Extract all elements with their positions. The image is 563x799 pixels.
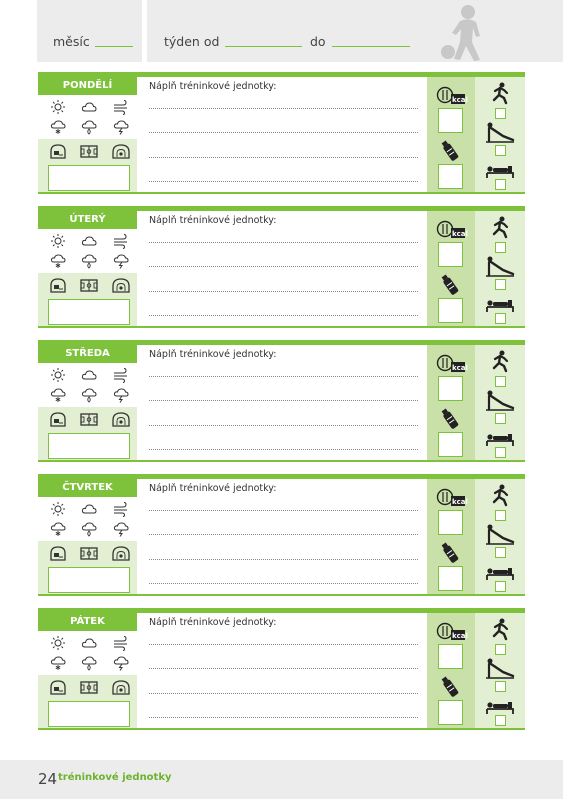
session-content xyxy=(137,479,427,594)
month-box xyxy=(37,0,142,62)
week-box xyxy=(147,0,563,62)
pitch-icon xyxy=(80,277,98,293)
writing-line[interactable] xyxy=(149,693,418,694)
day-block xyxy=(38,608,525,730)
writing-line[interactable] xyxy=(149,583,418,584)
cloud-icon xyxy=(81,99,97,115)
football-player-icon xyxy=(436,2,496,62)
stretching-checkbox[interactable] xyxy=(495,413,506,424)
activity-column xyxy=(475,613,525,728)
kcal-text: kcal xyxy=(452,96,468,104)
rain-icon xyxy=(81,119,97,135)
wind-icon xyxy=(113,99,129,115)
session-content-label: Náplň tréninkové jednotky: xyxy=(149,215,277,226)
cloud-icon xyxy=(81,635,97,651)
kcal-box[interactable] xyxy=(438,510,463,535)
day-conditions-column xyxy=(38,345,137,460)
stretching-icon xyxy=(486,255,514,277)
stretching-icon xyxy=(486,523,514,545)
kcal-text: kcal xyxy=(452,364,468,372)
running-checkbox[interactable] xyxy=(495,510,506,521)
dome-icon xyxy=(112,277,130,293)
nutrition-column xyxy=(427,211,475,326)
nutrition-column xyxy=(427,77,475,192)
day-note-box[interactable] xyxy=(48,701,130,727)
kcal-box[interactable] xyxy=(438,644,463,669)
cloud-icon xyxy=(81,501,97,517)
venue-icons xyxy=(38,542,137,564)
cloud-icon xyxy=(81,233,97,249)
writing-line[interactable] xyxy=(149,376,418,377)
writing-line[interactable] xyxy=(149,510,418,511)
page-header xyxy=(0,0,563,62)
storm-icon xyxy=(113,521,129,537)
running-checkbox[interactable] xyxy=(495,242,506,253)
running-icon xyxy=(489,82,511,104)
food-kcal-icon xyxy=(437,219,468,239)
day-block xyxy=(38,340,525,462)
stretching-checkbox[interactable] xyxy=(495,547,506,558)
writing-line[interactable] xyxy=(149,668,418,669)
water-bottle-icon xyxy=(439,407,461,431)
writing-line[interactable] xyxy=(149,425,418,426)
food-kcal-icon xyxy=(437,487,468,507)
session-content xyxy=(137,613,427,728)
day-note-box[interactable] xyxy=(48,433,130,459)
stretching-icon xyxy=(486,657,514,679)
running-icon xyxy=(489,618,511,640)
writing-line[interactable] xyxy=(149,400,418,401)
rest-checkbox[interactable] xyxy=(495,715,506,726)
food-kcal-icon xyxy=(437,85,468,105)
rest-icon xyxy=(485,565,515,581)
kcal-text: kcal xyxy=(452,632,468,640)
rest-checkbox[interactable] xyxy=(495,581,506,592)
day-bottom-bar xyxy=(38,326,525,328)
activity-column xyxy=(475,77,525,192)
water-box[interactable] xyxy=(438,164,463,189)
day-note-box[interactable] xyxy=(48,299,130,325)
session-content-label: Náplň tréninkové jednotky: xyxy=(149,349,277,360)
month-label: měsíc xyxy=(53,34,90,49)
sun-icon xyxy=(50,233,66,249)
dome-icon xyxy=(112,143,130,159)
running-checkbox[interactable] xyxy=(495,108,506,119)
snow-icon xyxy=(50,387,66,403)
page-footer xyxy=(0,760,563,799)
writing-line[interactable] xyxy=(149,157,418,158)
day-conditions-column xyxy=(38,613,137,728)
writing-line[interactable] xyxy=(149,644,418,645)
kcal-box[interactable] xyxy=(438,108,463,133)
day-conditions-column xyxy=(38,77,137,192)
nutrition-column xyxy=(427,613,475,728)
weather-icons xyxy=(38,631,137,675)
day-conditions-column xyxy=(38,211,137,326)
water-box[interactable] xyxy=(438,432,463,457)
rain-icon xyxy=(81,253,97,269)
running-icon xyxy=(489,350,511,372)
writing-line[interactable] xyxy=(149,132,418,133)
day-name: STŘEDA xyxy=(38,345,137,363)
writing-line[interactable] xyxy=(149,242,418,243)
venue-icons xyxy=(38,676,137,698)
dome-icon xyxy=(112,679,130,695)
indoor-icon xyxy=(49,679,67,695)
running-checkbox[interactable] xyxy=(495,376,506,387)
day-block xyxy=(38,72,525,194)
kcal-text: kcal xyxy=(452,498,468,506)
storm-icon xyxy=(113,119,129,135)
sun-icon xyxy=(50,99,66,115)
session-content-label: Náplň tréninkové jednotky: xyxy=(149,617,277,628)
day-conditions-column xyxy=(38,479,137,594)
week-from-label: týden od xyxy=(164,34,220,49)
kcal-box[interactable] xyxy=(438,376,463,401)
writing-line[interactable] xyxy=(149,291,418,292)
dome-icon xyxy=(112,411,130,427)
food-kcal-icon xyxy=(437,353,468,373)
stretching-icon xyxy=(486,389,514,411)
wind-icon xyxy=(113,501,129,517)
indoor-icon xyxy=(49,545,67,561)
indoor-icon xyxy=(49,143,67,159)
writing-line[interactable] xyxy=(149,315,418,316)
rest-icon xyxy=(485,699,515,715)
water-box[interactable] xyxy=(438,298,463,323)
day-note-box[interactable] xyxy=(48,567,130,593)
food-kcal-icon xyxy=(437,621,468,641)
water-box[interactable] xyxy=(438,566,463,591)
cloud-icon xyxy=(81,367,97,383)
writing-line[interactable] xyxy=(149,449,418,450)
rain-icon xyxy=(81,521,97,537)
session-content-label: Náplň tréninkové jednotky: xyxy=(149,81,277,92)
day-name: PÁTEK xyxy=(38,613,137,631)
stretching-checkbox[interactable] xyxy=(495,681,506,692)
writing-line[interactable] xyxy=(149,559,418,560)
activity-column xyxy=(475,345,525,460)
rest-checkbox[interactable] xyxy=(495,179,506,190)
snow-icon xyxy=(50,655,66,671)
day-bottom-bar xyxy=(38,594,525,596)
writing-line[interactable] xyxy=(149,717,418,718)
kcal-box[interactable] xyxy=(438,242,463,267)
stretching-icon xyxy=(486,121,514,143)
day-bottom-bar xyxy=(38,192,525,194)
running-icon xyxy=(489,484,511,506)
water-bottle-icon xyxy=(439,273,461,297)
venue-icons xyxy=(38,408,137,430)
session-content xyxy=(137,345,427,460)
weather-icons xyxy=(38,497,137,541)
writing-line[interactable] xyxy=(149,181,418,182)
session-content xyxy=(137,77,427,192)
week-from-field[interactable] xyxy=(225,46,302,47)
storm-icon xyxy=(113,655,129,671)
pitch-icon xyxy=(80,411,98,427)
footer-title: tréninkové jednotky xyxy=(58,772,172,783)
running-checkbox[interactable] xyxy=(495,644,506,655)
snow-icon xyxy=(50,521,66,537)
running-icon xyxy=(489,216,511,238)
nutrition-column xyxy=(427,479,475,594)
week-to-label: do xyxy=(310,34,326,49)
wind-icon xyxy=(113,635,129,651)
stretching-checkbox[interactable] xyxy=(495,145,506,156)
session-content-label: Náplň tréninkové jednotky: xyxy=(149,483,277,494)
water-bottle-icon xyxy=(439,139,461,163)
rain-icon xyxy=(81,655,97,671)
kcal-text: kcal xyxy=(452,230,468,238)
storm-icon xyxy=(113,387,129,403)
rain-icon xyxy=(81,387,97,403)
day-name: ÚTERÝ xyxy=(38,211,137,229)
day-name: ČTVRTEK xyxy=(38,479,137,497)
wind-icon xyxy=(113,233,129,249)
water-bottle-icon xyxy=(439,541,461,565)
pitch-icon xyxy=(80,143,98,159)
sun-icon xyxy=(50,635,66,651)
month-field[interactable] xyxy=(95,46,133,47)
day-note-box[interactable] xyxy=(48,165,130,191)
rest-icon xyxy=(485,297,515,313)
sun-icon xyxy=(50,367,66,383)
page-number: 24 xyxy=(38,770,58,788)
day-bottom-bar xyxy=(38,460,525,462)
writing-line[interactable] xyxy=(149,534,418,535)
day-block xyxy=(38,474,525,596)
weather-icons xyxy=(38,363,137,407)
rest-icon xyxy=(485,163,515,179)
activity-column xyxy=(475,211,525,326)
venue-icons xyxy=(38,140,137,162)
stretching-checkbox[interactable] xyxy=(495,279,506,290)
snow-icon xyxy=(50,119,66,135)
rest-checkbox[interactable] xyxy=(495,313,506,324)
weather-icons xyxy=(38,95,137,139)
session-content xyxy=(137,211,427,326)
pitch-icon xyxy=(80,679,98,695)
pitch-icon xyxy=(80,545,98,561)
week-to-field[interactable] xyxy=(332,46,410,47)
day-bottom-bar xyxy=(38,728,525,730)
writing-line[interactable] xyxy=(149,266,418,267)
snow-icon xyxy=(50,253,66,269)
wind-icon xyxy=(113,367,129,383)
storm-icon xyxy=(113,253,129,269)
indoor-icon xyxy=(49,277,67,293)
dome-icon xyxy=(112,545,130,561)
activity-column xyxy=(475,479,525,594)
water-box[interactable] xyxy=(438,700,463,725)
indoor-icon xyxy=(49,411,67,427)
venue-icons xyxy=(38,274,137,296)
nutrition-column xyxy=(427,345,475,460)
day-block xyxy=(38,206,525,328)
rest-checkbox[interactable] xyxy=(495,447,506,458)
writing-line[interactable] xyxy=(149,108,418,109)
weather-icons xyxy=(38,229,137,273)
sun-icon xyxy=(50,501,66,517)
rest-icon xyxy=(485,431,515,447)
day-name: PONDĚLÍ xyxy=(38,77,137,95)
water-bottle-icon xyxy=(439,675,461,699)
